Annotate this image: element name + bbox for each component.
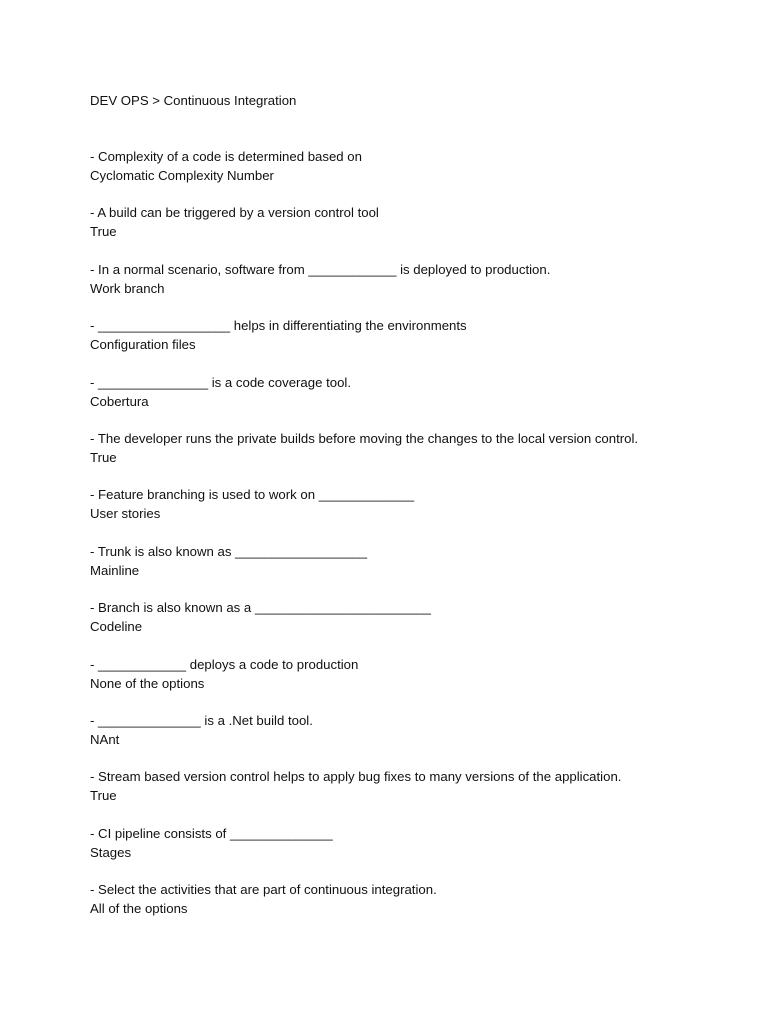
answer-text: True (90, 224, 117, 240)
qa-item-9 (90, 598, 730, 636)
answer-text: Codeline (90, 619, 143, 635)
qa-item-7 (90, 485, 730, 523)
question-text: - Branch is also known as a ________________________ (90, 600, 431, 616)
page-title: DEV OPS > Continuous Integration (90, 93, 297, 108)
answer-text: Mainline (90, 562, 140, 578)
answer-text: True (90, 449, 117, 465)
question-text: - Stream based version control helps to apply bug fixes to many versions of the application. (90, 769, 622, 785)
question-text: - The developer runs the private builds before moving the changes to the local version control. (90, 430, 639, 446)
answer-text: Cobertura (90, 393, 149, 409)
question-text: - Complexity of a code is determined based on (90, 149, 362, 164)
qa-item-14 (90, 880, 730, 918)
qa-item-10 (90, 655, 730, 693)
answer-text: Cyclomatic Complexity Number (90, 168, 274, 183)
qa-item-11 (90, 711, 730, 749)
qa-item-3 (90, 260, 730, 298)
answer-text: Configuration files (90, 337, 196, 353)
question-text: - A build can be triggered by a version control tool (90, 205, 379, 221)
qa-item-4 (90, 316, 730, 354)
question-text: - _______________ is a code coverage tool. (90, 374, 352, 390)
question-text: - CI pipeline consists of ______________ (90, 825, 333, 841)
qa-item-2 (90, 203, 730, 241)
document-content (90, 91, 730, 936)
question-text: - Select the activities that are part of continuous integration. (90, 882, 437, 898)
question-text: - ______________ is a .Net build tool. (90, 712, 313, 728)
question-text: - Feature branching is used to work on _____________ (90, 487, 415, 503)
answer-text: Stages (90, 844, 132, 860)
answer-text: None of the options (90, 675, 205, 691)
question-text: - Trunk is also known as __________________ (90, 543, 368, 559)
qa-list (90, 147, 730, 918)
qa-item-13 (90, 824, 730, 862)
qa-item-8 (90, 542, 730, 580)
answer-text: NAnt (90, 731, 120, 747)
answer-text: All of the options (90, 901, 188, 917)
answer-text: Work branch (90, 280, 165, 296)
answer-text: True (90, 788, 117, 804)
question-text: - __________________ helps in differentiating the environments (90, 318, 467, 334)
qa-item-5 (90, 373, 730, 411)
answer-text: User stories (90, 506, 161, 522)
qa-item-6 (90, 429, 730, 467)
qa-item-1 (90, 147, 730, 185)
question-text: - In a normal scenario, software from ____________ is deployed to production. (90, 261, 551, 277)
qa-item-12 (90, 767, 730, 805)
question-text: - ____________ deploys a code to production (90, 656, 359, 672)
